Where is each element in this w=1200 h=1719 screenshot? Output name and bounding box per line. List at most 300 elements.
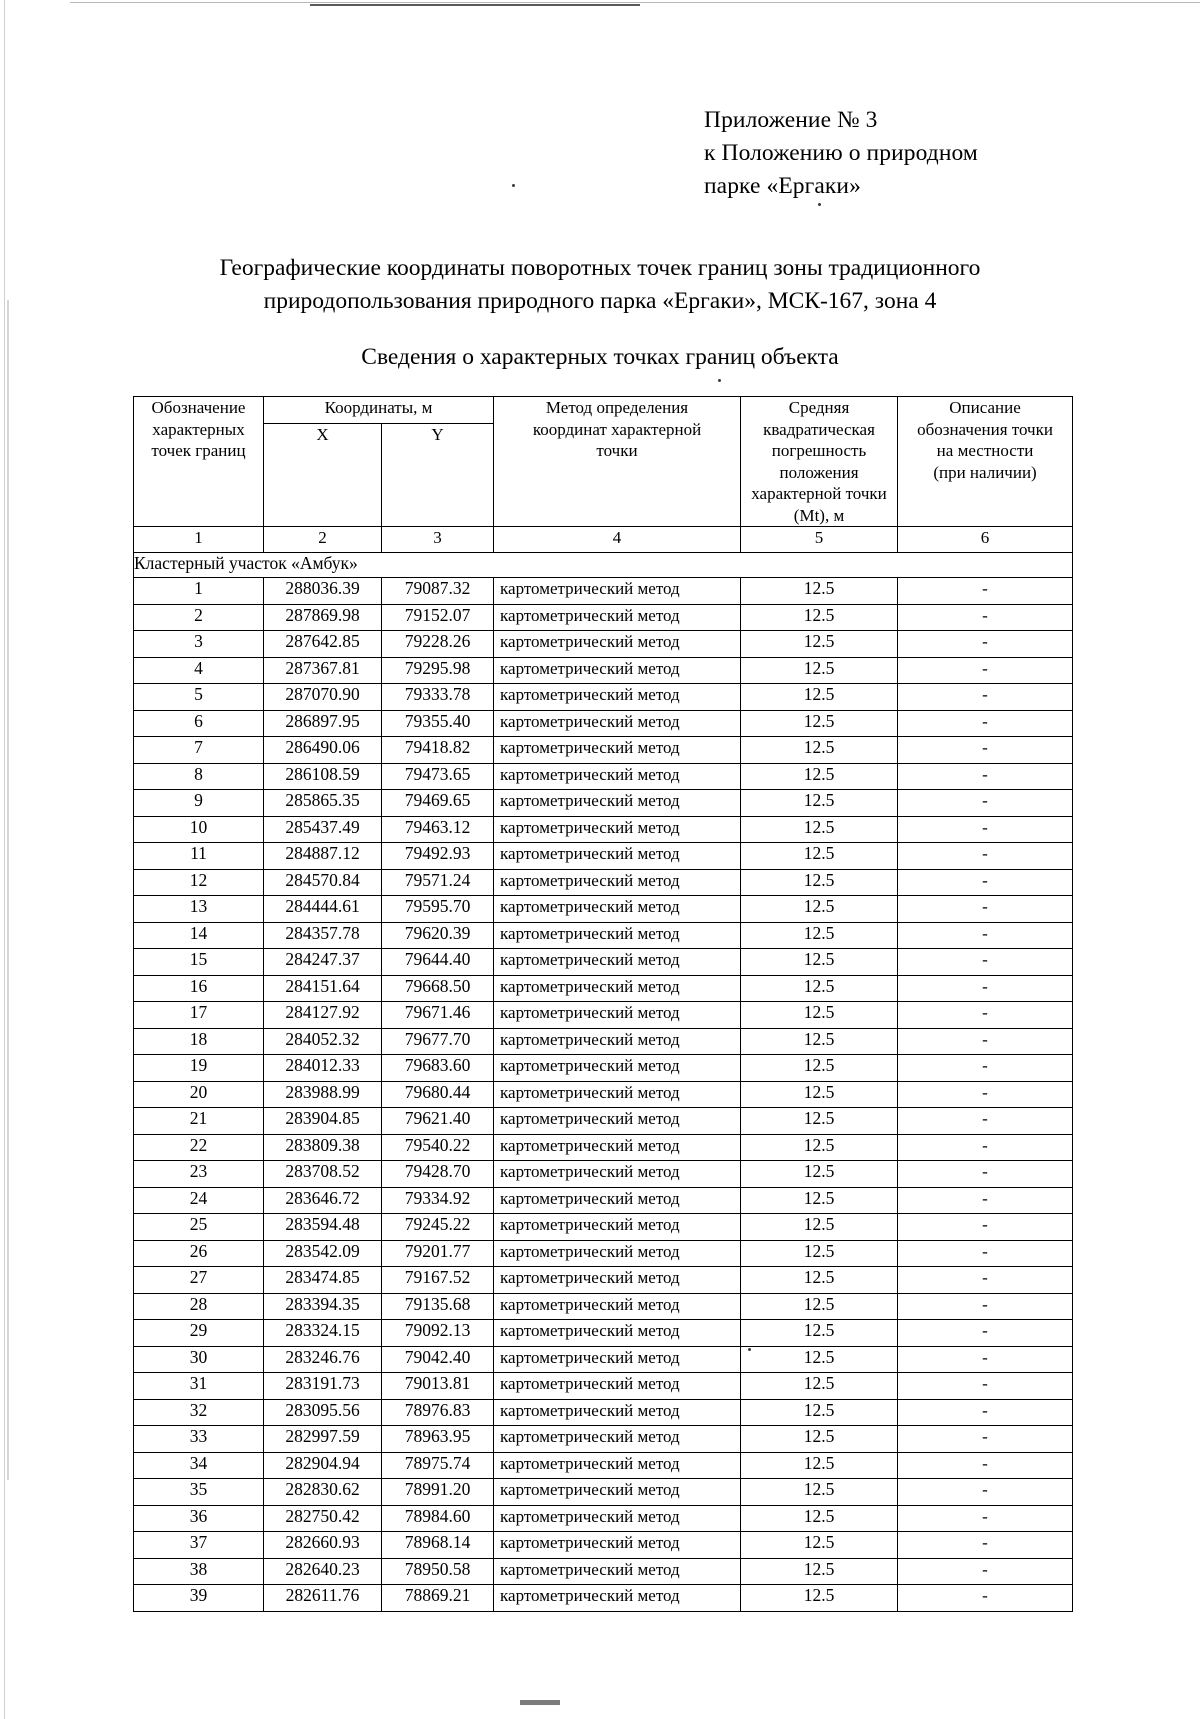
cell-y-coordinate: 79571.24 — [382, 869, 494, 896]
cell-mt-error: 12.5 — [741, 975, 898, 1002]
column-number-1: 1 — [134, 527, 264, 553]
scan-artifact-left-line-2 — [7, 300, 9, 1480]
cell-description: - — [898, 1214, 1073, 1241]
cell-y-coordinate: 79595.70 — [382, 896, 494, 923]
cell-y-coordinate: 79621.40 — [382, 1108, 494, 1135]
cell-method: картометрический метод — [494, 1081, 741, 1108]
cell-x-coordinate: 283646.72 — [264, 1187, 382, 1214]
cell-y-coordinate: 79201.77 — [382, 1240, 494, 1267]
cell-y-coordinate: 79228.26 — [382, 631, 494, 658]
cell-description: - — [898, 1558, 1073, 1585]
cell-mt-error: 12.5 — [741, 1081, 898, 1108]
cell-description: - — [898, 843, 1073, 870]
table-row — [134, 1426, 1073, 1453]
cell-description: - — [898, 1081, 1073, 1108]
column-number-5: 5 — [741, 527, 898, 553]
cell-x-coordinate: 283095.56 — [264, 1399, 382, 1426]
cell-method: картометрический метод — [494, 1134, 741, 1161]
scan-speck — [818, 203, 821, 206]
cell-description: - — [898, 1452, 1073, 1479]
cell-description: - — [898, 1479, 1073, 1506]
cell-method: картометрический метод — [494, 869, 741, 896]
cell-point-number: 15 — [134, 949, 264, 976]
cell-y-coordinate: 79092.13 — [382, 1320, 494, 1347]
cell-mt-error: 12.5 — [741, 1240, 898, 1267]
table-row — [134, 737, 1073, 764]
table-row — [134, 1187, 1073, 1214]
cell-description: - — [898, 1373, 1073, 1400]
header-col5-line-3: погрешность — [771, 441, 867, 460]
cell-x-coordinate: 287367.81 — [264, 657, 382, 684]
cell-method: картометрический метод — [494, 578, 741, 605]
cell-point-number: 17 — [134, 1002, 264, 1029]
cell-x-coordinate: 283988.99 — [264, 1081, 382, 1108]
table-row — [134, 1293, 1073, 1320]
cell-description: - — [898, 1028, 1073, 1055]
cell-description: - — [898, 737, 1073, 764]
header-col1-line-3: точек границ — [151, 441, 246, 460]
cell-method: картометрический метод — [494, 1002, 741, 1029]
cell-point-number: 19 — [134, 1055, 264, 1082]
cell-y-coordinate: 79620.39 — [382, 922, 494, 949]
cell-mt-error: 12.5 — [741, 1267, 898, 1294]
cell-x-coordinate: 282611.76 — [264, 1585, 382, 1612]
cell-point-number: 11 — [134, 843, 264, 870]
cell-description: - — [898, 1240, 1073, 1267]
cell-y-coordinate: 79355.40 — [382, 710, 494, 737]
cell-mt-error: 12.5 — [741, 684, 898, 711]
cell-description: - — [898, 1108, 1073, 1135]
cell-mt-error: 12.5 — [741, 1373, 898, 1400]
cell-method: картометрический метод — [494, 843, 741, 870]
cell-x-coordinate: 285865.35 — [264, 790, 382, 817]
cell-y-coordinate: 79087.32 — [382, 578, 494, 605]
cell-x-coordinate: 287869.98 — [264, 604, 382, 631]
cell-x-coordinate: 285437.49 — [264, 816, 382, 843]
cell-y-coordinate: 78963.95 — [382, 1426, 494, 1453]
cell-point-number: 28 — [134, 1293, 264, 1320]
cell-method: картометрический метод — [494, 975, 741, 1002]
cell-point-number: 32 — [134, 1399, 264, 1426]
header-col6-line-3: на местности — [936, 441, 1034, 460]
cell-mt-error: 12.5 — [741, 657, 898, 684]
coordinates-table — [133, 396, 1073, 1612]
cell-mt-error: 12.5 — [741, 763, 898, 790]
table-row — [134, 869, 1073, 896]
cell-y-coordinate: 78976.83 — [382, 1399, 494, 1426]
cell-point-number: 14 — [134, 922, 264, 949]
cell-description: - — [898, 1002, 1073, 1029]
cell-x-coordinate: 283324.15 — [264, 1320, 382, 1347]
table-row — [134, 1161, 1073, 1188]
cell-mt-error: 12.5 — [741, 578, 898, 605]
cell-method: картометрический метод — [494, 1558, 741, 1585]
cell-x-coordinate: 284151.64 — [264, 975, 382, 1002]
cell-method: картометрический метод — [494, 896, 741, 923]
cell-method: картометрический метод — [494, 1161, 741, 1188]
cell-mt-error: 12.5 — [741, 1558, 898, 1585]
cell-y-coordinate: 79167.52 — [382, 1267, 494, 1294]
cell-y-coordinate: 78950.58 — [382, 1558, 494, 1585]
cell-mt-error: 12.5 — [741, 896, 898, 923]
cell-x-coordinate: 284012.33 — [264, 1055, 382, 1082]
cell-description: - — [898, 631, 1073, 658]
cell-mt-error: 12.5 — [741, 843, 898, 870]
table-row — [134, 1267, 1073, 1294]
cell-point-number: 27 — [134, 1267, 264, 1294]
cell-y-coordinate: 79473.65 — [382, 763, 494, 790]
cell-mt-error: 12.5 — [741, 1055, 898, 1082]
table-row — [134, 578, 1073, 605]
cell-x-coordinate: 284127.92 — [264, 1002, 382, 1029]
cell-x-coordinate: 283708.52 — [264, 1161, 382, 1188]
section-header-row — [134, 553, 1073, 578]
header-x-coordinate: X — [264, 424, 382, 527]
cell-mt-error: 12.5 — [741, 1293, 898, 1320]
cell-y-coordinate: 78991.20 — [382, 1479, 494, 1506]
table-row — [134, 1558, 1073, 1585]
cell-x-coordinate: 284444.61 — [264, 896, 382, 923]
cell-y-coordinate: 79042.40 — [382, 1346, 494, 1373]
cell-x-coordinate: 282904.94 — [264, 1452, 382, 1479]
cell-x-coordinate: 283542.09 — [264, 1240, 382, 1267]
header-col6-line-4: (при наличии) — [933, 462, 1037, 482]
header-col1-line-1: Обозначение — [151, 398, 246, 417]
cell-mt-error: 12.5 — [741, 1399, 898, 1426]
cluster-section-label: Кластерный участок «Амбук» — [134, 553, 1073, 578]
cell-mt-error: 12.5 — [741, 1532, 898, 1559]
header-col5-line-1: Средняя — [788, 398, 850, 417]
cell-mt-error: 12.5 — [741, 1346, 898, 1373]
cell-point-number: 2 — [134, 604, 264, 631]
header-col5-line-4: положения — [779, 462, 859, 482]
cell-method: картометрический метод — [494, 1479, 741, 1506]
cell-y-coordinate: 79334.92 — [382, 1187, 494, 1214]
cell-method: картометрический метод — [494, 1293, 741, 1320]
cell-point-number: 31 — [134, 1373, 264, 1400]
cell-description: - — [898, 869, 1073, 896]
scan-artifact-top-dark — [310, 4, 640, 6]
cell-x-coordinate: 282640.23 — [264, 1558, 382, 1585]
cell-mt-error: 12.5 — [741, 922, 898, 949]
cell-description: - — [898, 790, 1073, 817]
table-row — [134, 1585, 1073, 1612]
cell-point-number: 1 — [134, 578, 264, 605]
cell-method: картометрический метод — [494, 1214, 741, 1241]
cell-x-coordinate: 286108.59 — [264, 763, 382, 790]
header-mean-square-error — [741, 397, 898, 527]
table-row — [134, 1134, 1073, 1161]
cell-mt-error: 12.5 — [741, 869, 898, 896]
appendix-reference — [704, 104, 978, 203]
scan-artifact-left-line — [4, 0, 5, 1719]
column-number-4: 4 — [494, 527, 741, 553]
cell-description: - — [898, 896, 1073, 923]
cell-method: картометрический метод — [494, 763, 741, 790]
cell-method: картометрический метод — [494, 1055, 741, 1082]
header-col5-line-6: (Mt), м — [793, 505, 845, 525]
scan-speck-bottom — [520, 1700, 560, 1705]
header-col4-line-3: точки — [596, 441, 638, 460]
cell-y-coordinate: 78869.21 — [382, 1585, 494, 1612]
header-col4-line-1: Метод определения — [545, 398, 689, 417]
cell-y-coordinate: 79492.93 — [382, 843, 494, 870]
cell-point-number: 30 — [134, 1346, 264, 1373]
cell-method: картометрический метод — [494, 922, 741, 949]
cell-description: - — [898, 1426, 1073, 1453]
cell-description: - — [898, 763, 1073, 790]
cell-mt-error: 12.5 — [741, 710, 898, 737]
cell-point-number: 33 — [134, 1426, 264, 1453]
appendix-line-2: к Положению о природном — [704, 140, 978, 166]
cell-x-coordinate: 282660.93 — [264, 1532, 382, 1559]
table-row — [134, 657, 1073, 684]
cell-point-number: 9 — [134, 790, 264, 817]
cell-y-coordinate: 79540.22 — [382, 1134, 494, 1161]
table-row — [134, 816, 1073, 843]
cell-method: картометрический метод — [494, 604, 741, 631]
cell-method: картометрический метод — [494, 1240, 741, 1267]
cell-method: картометрический метод — [494, 1452, 741, 1479]
cell-method: картометрический метод — [494, 1399, 741, 1426]
cell-method: картометрический метод — [494, 1267, 741, 1294]
cell-point-number: 8 — [134, 763, 264, 790]
cell-method: картометрический метод — [494, 710, 741, 737]
table-row — [134, 1240, 1073, 1267]
cell-description: - — [898, 710, 1073, 737]
cell-y-coordinate: 79680.44 — [382, 1081, 494, 1108]
table-row — [134, 896, 1073, 923]
cell-method: картометрический метод — [494, 631, 741, 658]
cell-description: - — [898, 975, 1073, 1002]
cell-mt-error: 12.5 — [741, 1134, 898, 1161]
cell-mt-error: 12.5 — [741, 1505, 898, 1532]
cell-point-number: 7 — [134, 737, 264, 764]
table-row — [134, 1479, 1073, 1506]
cell-x-coordinate: 282997.59 — [264, 1426, 382, 1453]
table-row — [134, 1081, 1073, 1108]
cell-y-coordinate: 79469.65 — [382, 790, 494, 817]
cell-y-coordinate: 78968.14 — [382, 1532, 494, 1559]
cell-point-number: 26 — [134, 1240, 264, 1267]
cell-x-coordinate: 284357.78 — [264, 922, 382, 949]
table-row — [134, 631, 1073, 658]
column-number-3: 3 — [382, 527, 494, 553]
cell-point-number: 13 — [134, 896, 264, 923]
table-row — [134, 922, 1073, 949]
cell-x-coordinate: 288036.39 — [264, 578, 382, 605]
cell-x-coordinate: 283809.38 — [264, 1134, 382, 1161]
cell-x-coordinate: 282830.62 — [264, 1479, 382, 1506]
table-row — [134, 1002, 1073, 1029]
cell-mt-error: 12.5 — [741, 1108, 898, 1135]
table-row — [134, 1532, 1073, 1559]
cell-point-number: 29 — [134, 1320, 264, 1347]
appendix-line-3: парке «Ергаки» — [704, 173, 861, 199]
cell-point-number: 6 — [134, 710, 264, 737]
page-subtitle: Сведения о характерных точках границ объекта — [361, 344, 839, 370]
cell-mt-error: 12.5 — [741, 1585, 898, 1612]
cell-method: картометрический метод — [494, 1028, 741, 1055]
coordinates-table-wrapper — [133, 396, 1072, 1612]
cell-mt-error: 12.5 — [741, 1320, 898, 1347]
cell-x-coordinate: 284052.32 — [264, 1028, 382, 1055]
cell-method: картометрический метод — [494, 684, 741, 711]
header-col5-line-5: характерной точки — [751, 484, 887, 503]
cell-description: - — [898, 949, 1073, 976]
cell-mt-error: 12.5 — [741, 737, 898, 764]
cell-point-number: 12 — [134, 869, 264, 896]
cell-point-number: 24 — [134, 1187, 264, 1214]
cell-point-number: 20 — [134, 1081, 264, 1108]
cell-x-coordinate: 283246.76 — [264, 1346, 382, 1373]
cell-point-number: 18 — [134, 1028, 264, 1055]
column-number-2: 2 — [264, 527, 382, 553]
cell-x-coordinate: 282750.42 — [264, 1505, 382, 1532]
cell-description: - — [898, 684, 1073, 711]
cell-point-number: 39 — [134, 1585, 264, 1612]
cell-description: - — [898, 1161, 1073, 1188]
cell-y-coordinate: 79671.46 — [382, 1002, 494, 1029]
cell-description: - — [898, 1055, 1073, 1082]
table-row — [134, 1505, 1073, 1532]
table-row — [134, 1320, 1073, 1347]
cell-point-number: 23 — [134, 1161, 264, 1188]
column-number-6: 6 — [898, 527, 1073, 553]
cell-method: картометрический метод — [494, 1187, 741, 1214]
cell-method: картометрический метод — [494, 657, 741, 684]
cell-description: - — [898, 1346, 1073, 1373]
cell-mt-error: 12.5 — [741, 1214, 898, 1241]
cell-method: картометрический метод — [494, 1108, 741, 1135]
cell-method: картометрический метод — [494, 1585, 741, 1612]
table-row — [134, 1214, 1073, 1241]
table-row — [134, 1452, 1073, 1479]
cell-x-coordinate: 287642.85 — [264, 631, 382, 658]
cell-description: - — [898, 578, 1073, 605]
cell-x-coordinate: 287070.90 — [264, 684, 382, 711]
cell-y-coordinate: 79418.82 — [382, 737, 494, 764]
cell-description: - — [898, 922, 1073, 949]
cell-y-coordinate: 79668.50 — [382, 975, 494, 1002]
table-row — [134, 949, 1073, 976]
page-title — [140, 252, 1060, 318]
cell-y-coordinate: 79428.70 — [382, 1161, 494, 1188]
cell-mt-error: 12.5 — [741, 1002, 898, 1029]
cell-point-number: 16 — [134, 975, 264, 1002]
cell-point-number: 21 — [134, 1108, 264, 1135]
table-header-row-1 — [134, 397, 1073, 424]
cell-method: картометрический метод — [494, 1346, 741, 1373]
table-row — [134, 684, 1073, 711]
cell-x-coordinate: 284887.12 — [264, 843, 382, 870]
header-point-description — [898, 397, 1073, 527]
scan-speck — [512, 184, 515, 187]
cell-method: картометрический метод — [494, 790, 741, 817]
header-col6-line-2: обозначения точки — [917, 419, 1053, 439]
header-col1-line-2: характерных — [152, 419, 245, 439]
cell-point-number: 3 — [134, 631, 264, 658]
cell-mt-error: 12.5 — [741, 790, 898, 817]
page-title-line-1: Географические координаты поворотных точек границ зоны традиционного — [219, 255, 981, 281]
cell-description: - — [898, 1293, 1073, 1320]
cell-mt-error: 12.5 — [741, 816, 898, 843]
cell-description: - — [898, 816, 1073, 843]
table-row — [134, 975, 1073, 1002]
header-determination-method — [494, 397, 741, 527]
header-coordinates-group: Координаты, м — [264, 397, 494, 424]
cell-description: - — [898, 604, 1073, 631]
table-row — [134, 763, 1073, 790]
scan-artifact-top-line — [70, 2, 1200, 3]
cell-point-number: 34 — [134, 1452, 264, 1479]
table-row — [134, 710, 1073, 737]
cell-mt-error: 12.5 — [741, 1426, 898, 1453]
cell-point-number: 25 — [134, 1214, 264, 1241]
cell-description: - — [898, 1532, 1073, 1559]
page-title-line-2: природопользования природного парка «Ергаки», МСК-167, зона 4 — [263, 288, 937, 314]
cell-mt-error: 12.5 — [741, 1028, 898, 1055]
cell-y-coordinate: 79463.12 — [382, 816, 494, 843]
cell-point-number: 38 — [134, 1558, 264, 1585]
cell-point-number: 5 — [134, 684, 264, 711]
cell-description: - — [898, 1585, 1073, 1612]
table-body — [134, 553, 1073, 1612]
cell-method: картометрический метод — [494, 1505, 741, 1532]
cell-mt-error: 12.5 — [741, 604, 898, 631]
cell-point-number: 36 — [134, 1505, 264, 1532]
table-column-number-row — [134, 527, 1073, 553]
appendix-line-1: Приложение № 3 — [704, 107, 878, 133]
cell-method: картометрический метод — [494, 949, 741, 976]
table-row — [134, 604, 1073, 631]
cell-x-coordinate: 286490.06 — [264, 737, 382, 764]
cell-y-coordinate: 79152.07 — [382, 604, 494, 631]
cell-x-coordinate: 283394.35 — [264, 1293, 382, 1320]
header-col5-line-2: квадратическая — [763, 419, 875, 439]
cell-mt-error: 12.5 — [741, 949, 898, 976]
header-col6-line-1: Описание — [949, 398, 1021, 417]
table-row — [134, 1028, 1073, 1055]
cell-point-number: 37 — [134, 1532, 264, 1559]
cell-mt-error: 12.5 — [741, 1161, 898, 1188]
cell-description: - — [898, 1505, 1073, 1532]
cell-y-coordinate: 79295.98 — [382, 657, 494, 684]
cell-point-number: 35 — [134, 1479, 264, 1506]
cell-y-coordinate: 79135.68 — [382, 1293, 494, 1320]
cell-x-coordinate: 283904.85 — [264, 1108, 382, 1135]
header-point-designation — [134, 397, 264, 527]
cell-description: - — [898, 1320, 1073, 1347]
cell-method: картометрический метод — [494, 1320, 741, 1347]
cell-point-number: 4 — [134, 657, 264, 684]
cell-y-coordinate: 79677.70 — [382, 1028, 494, 1055]
cell-y-coordinate: 78975.74 — [382, 1452, 494, 1479]
cell-point-number: 10 — [134, 816, 264, 843]
cell-y-coordinate: 79333.78 — [382, 684, 494, 711]
cell-description: - — [898, 1134, 1073, 1161]
scan-speck — [718, 379, 721, 382]
cell-x-coordinate: 284247.37 — [264, 949, 382, 976]
cell-x-coordinate: 283594.48 — [264, 1214, 382, 1241]
cell-method: картометрический метод — [494, 816, 741, 843]
cell-description: - — [898, 1267, 1073, 1294]
cell-x-coordinate: 284570.84 — [264, 869, 382, 896]
cell-mt-error: 12.5 — [741, 1452, 898, 1479]
cell-y-coordinate: 78984.60 — [382, 1505, 494, 1532]
cell-y-coordinate: 79245.22 — [382, 1214, 494, 1241]
table-header — [134, 397, 1073, 553]
